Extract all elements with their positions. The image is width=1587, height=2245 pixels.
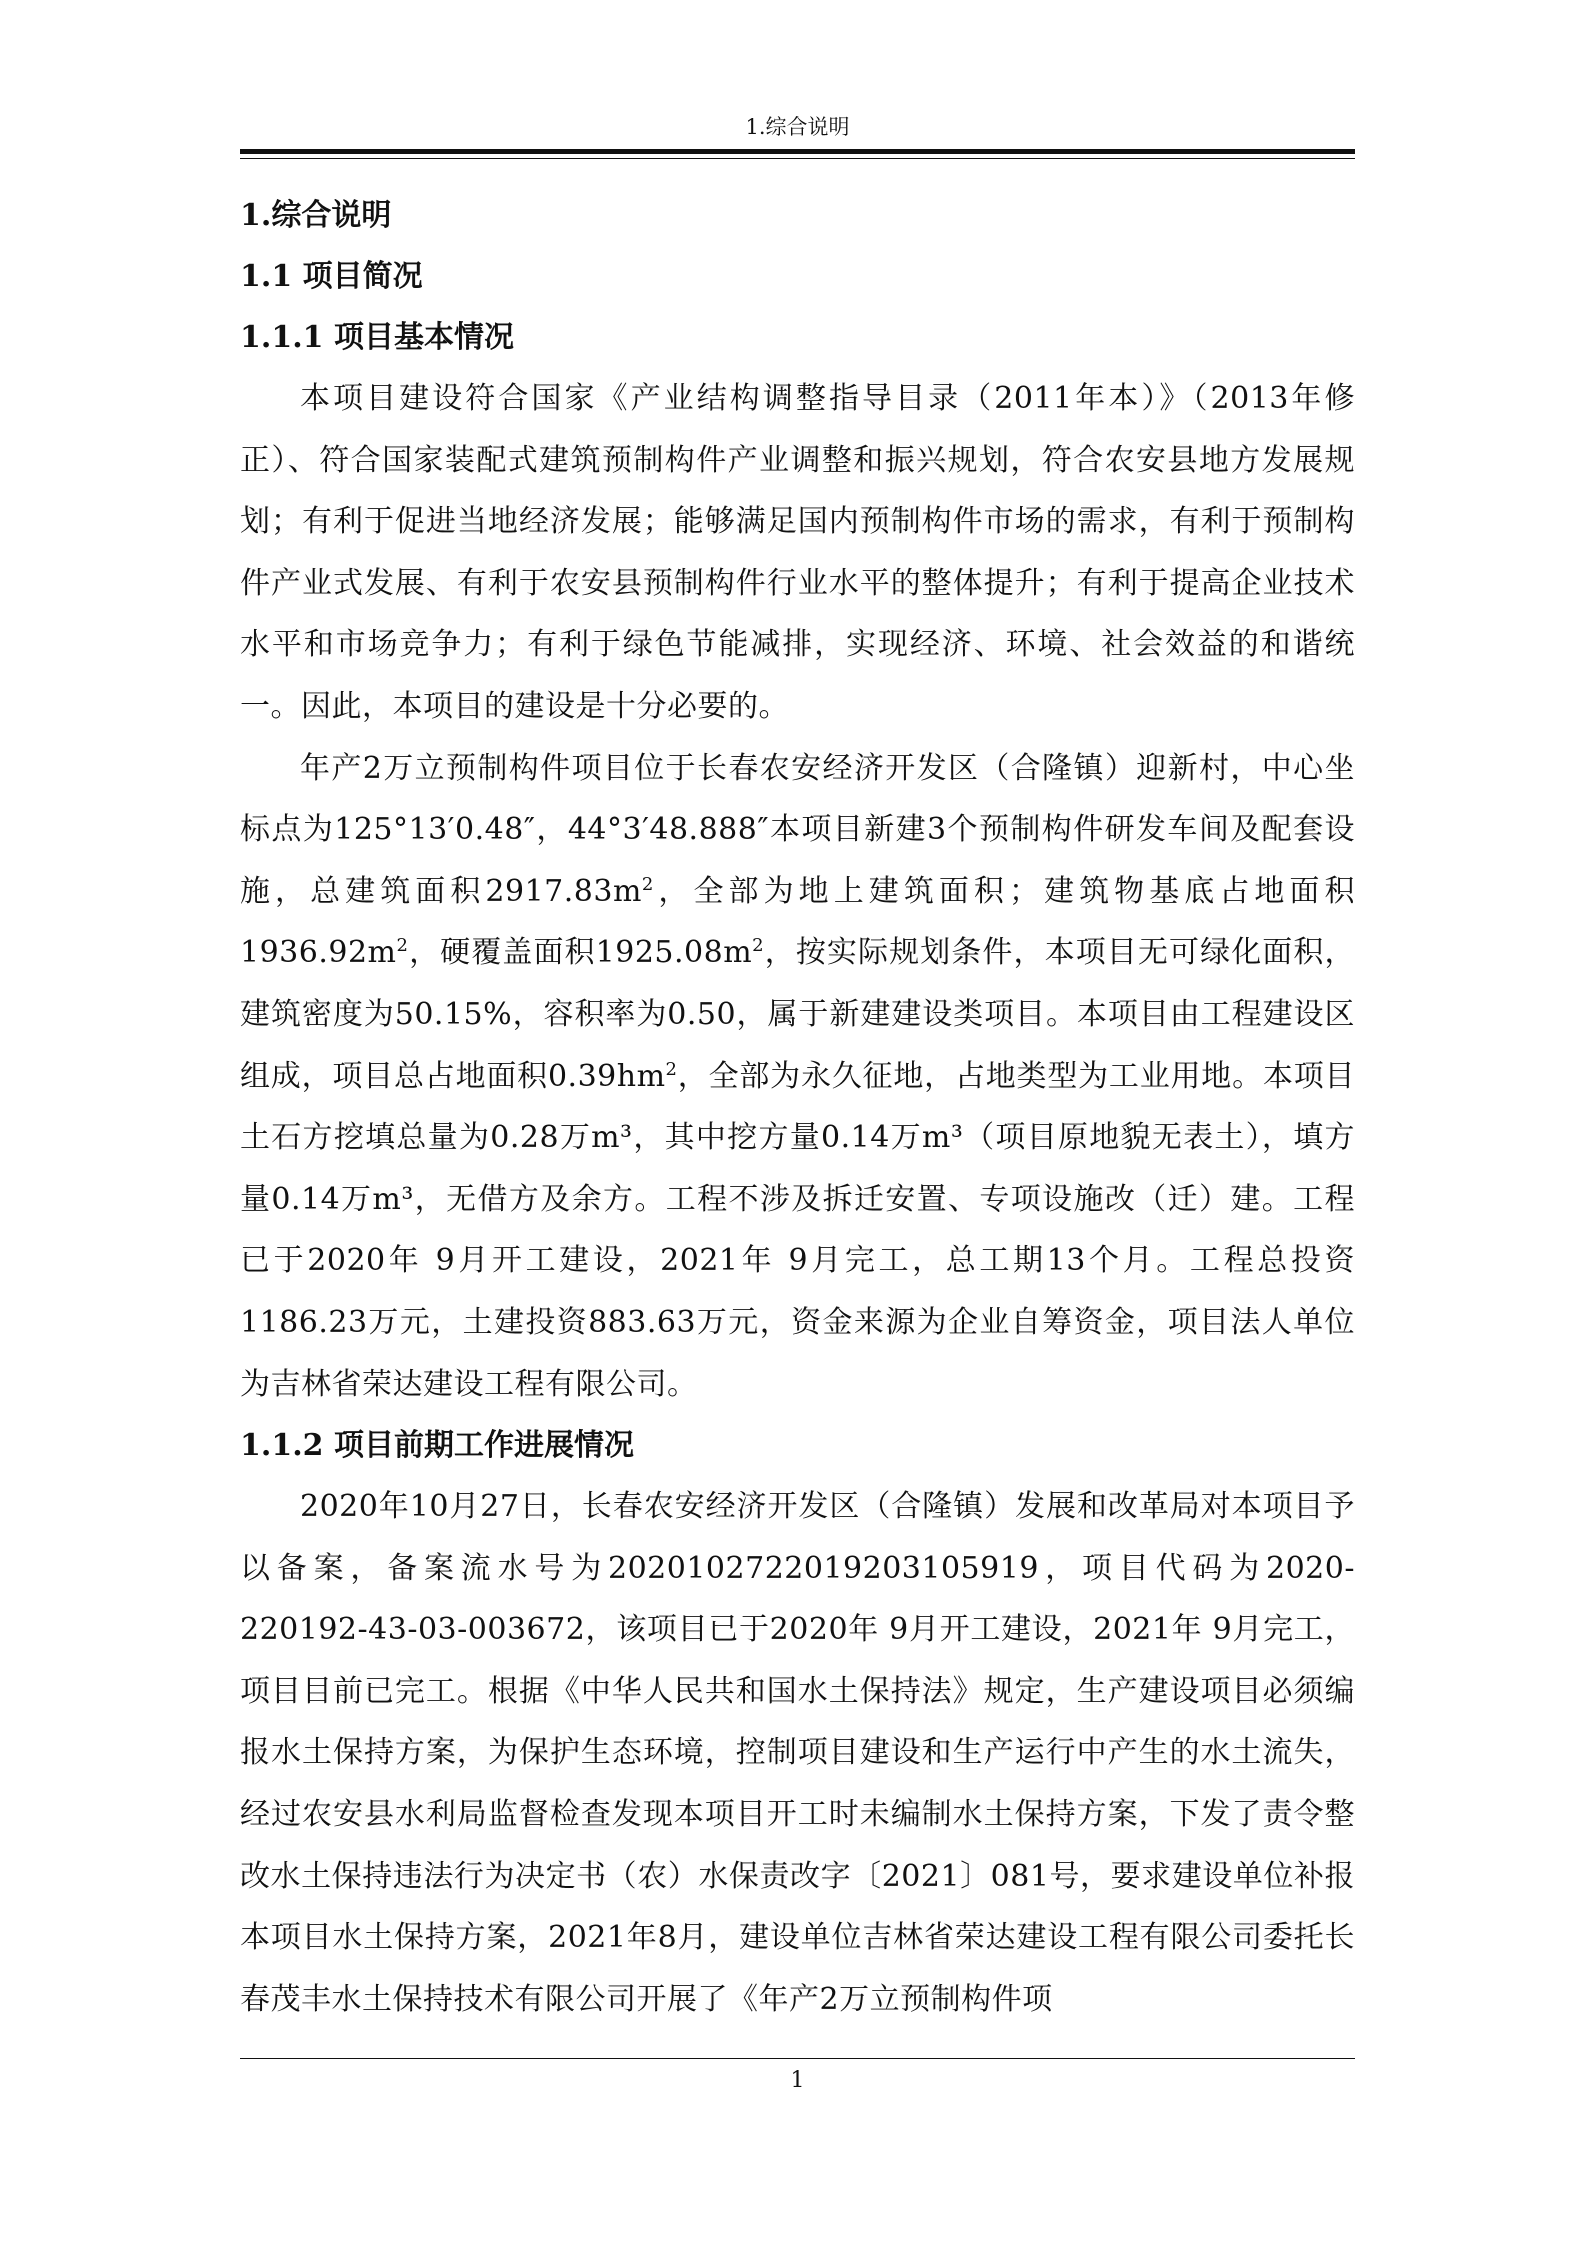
paragraph-project-overview — [240, 738, 1355, 1416]
superscript-2: 2 — [665, 1058, 678, 1080]
overview-text-2: ，全部为地上建筑面积；建筑物基底占地面积1936.92m — [240, 873, 1355, 971]
heading-level-2: 1.1 项目简况 — [240, 259, 423, 294]
heading-level-1: 1.综合说明 — [240, 198, 392, 233]
header-rule-thin — [240, 158, 1355, 159]
overview-text-1: 年产2万立预制构件项目位于长春农安经济开发区（合隆镇）迎新村，中心坐标点为125°13′0.48″，44°3′48.888″本项目新建3个预制构件研发车间及配套设施，总建筑面积2917.83m — [240, 750, 1355, 909]
overview-text-5: ，全部为永久征地，占地类型为工业用地。本项目土石方挖填总量为0.28万m³，其中挖方量0.14万m³（项目原地貌无表土），填方量0.14万m³，无借方及余方。工程不涉及拆迁安置、专项设施改（迁）建。工程已于2020年 9月开工建设，2021年 9月完工，总工期13个月。工程总投资1186.23万元，土建投资883.63万元，资金来源为企业自筹资金，项目法人单位为吉林省荣达建设工程有限公司。 — [240, 1058, 1355, 1402]
running-header: 1.综合说明 — [745, 115, 850, 139]
paragraph-project-rationale: 本项目建设符合国家《产业结构调整指导目录（2011年本）》（2013年修正）、符合国家装配式建筑预制构件产业调整和振兴规划，符合农安县地方发展规划；有利于促进当地经济发展；能够满足国内预制构件市场的需求，有利于预制构件产业式发展、有利于农安县预制构件行业水平的整体提升；有利于提高企业技术水平和市场竞争力；有利于绿色节能减排，实现经济、环境、社会效益的和谐统一。因此，本项目的建设是十分必要的。 — [240, 381, 1355, 724]
heading-level-3-basic-info: 1.1.1 项目基本情况 — [240, 320, 514, 355]
overview-text-3: ，硬覆盖面积1925.08m — [408, 935, 753, 971]
overview-text-4: ，按实际规划条件，本项目无可绿化面积，建筑密度为50.15%，容积率为0.50，属于新建建设类项目。本项目由工程建设区组成，项目总占地面积0.39hm — [240, 935, 1355, 1094]
footer-rule — [240, 2058, 1355, 2059]
paragraph-preliminary-work: 2020年10月27日，长春农安经济开发区（合隆镇）发展和改革局对本项目予以备案，备案流水号为202010272201920310591​9，项目代码为2020-220192-43-03-003672，该项目已于2020年 9月开工建设，2021年 9月完工，项目目前已完工。根据《中华人民共和国水土保持法》规定，生产建设项目必须编报水土保持方案，为保护生态环境，控制项目建设和生产运行中产生的水土流失，经过农安县水利局监督检查发现本项目开工时未编制水土保持方案，下发了责令整改水土保持违法行为决定书（农）水保责改字〔2021〕081号，要求建设单位补报本项目水土保持方案，2021年8月，建设单位吉林省荣达建设工程有限公司委托长春茂丰水土保持技术有限公司开展了《年产2万立预制构件项 — [240, 1489, 1355, 2017]
document-body — [240, 185, 1355, 2030]
superscript-2: 2 — [396, 935, 409, 957]
heading-level-3-preliminary-work: 1.1.2 项目前期工作进展情况 — [240, 1428, 634, 1464]
superscript-2: 2 — [641, 873, 654, 895]
page-number: 1 — [790, 2068, 805, 2093]
superscript-2: 2 — [752, 935, 765, 957]
header-rule — [240, 149, 1355, 154]
